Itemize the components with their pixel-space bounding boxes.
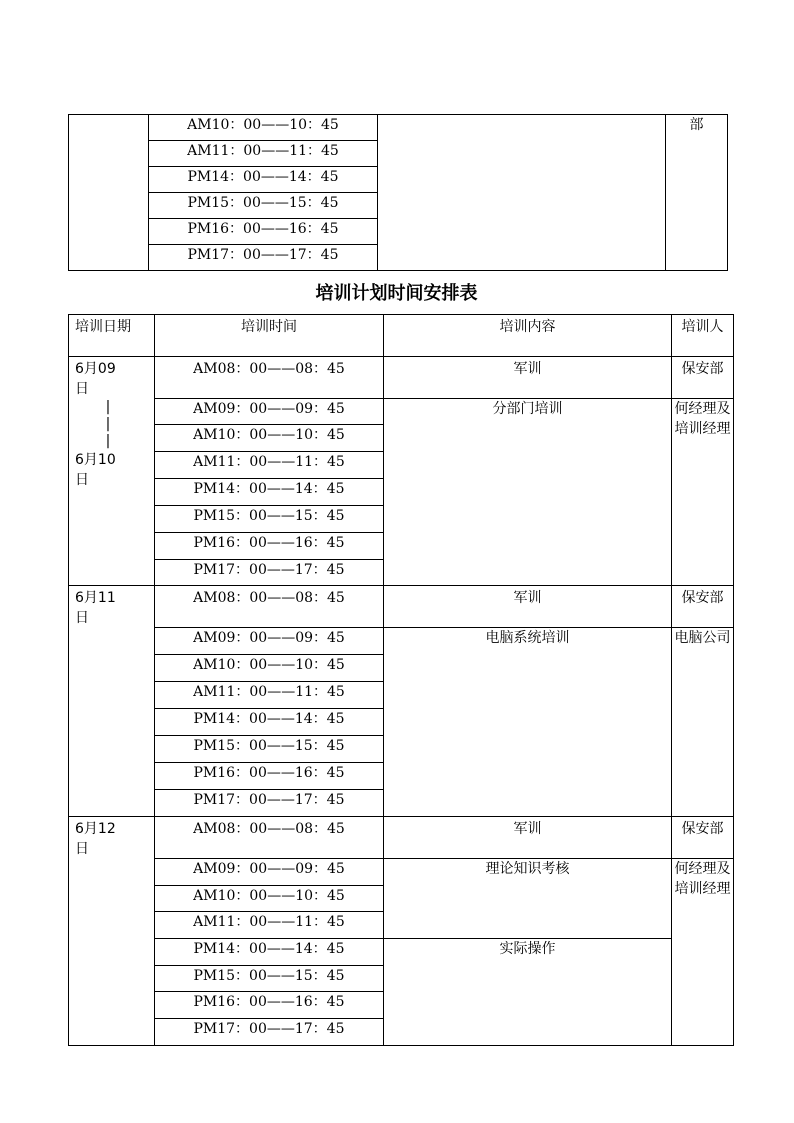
time-cell: PM15：00——15：45 <box>149 193 378 219</box>
time-cell: PM14：00——14：45 <box>149 167 378 193</box>
time-cell: PM17：00——17：45 <box>155 790 384 817</box>
date-start: 6月11日 <box>75 590 116 626</box>
time-cell: PM14：00——14：45 <box>155 479 384 506</box>
table-row <box>69 586 734 628</box>
date-cell <box>69 357 155 586</box>
time-cell: PM16：00——16：45 <box>155 533 384 560</box>
time-cell: PM16：00——16：45 <box>155 763 384 790</box>
time-cell: PM15：00——15：45 <box>155 736 384 763</box>
time-cell: PM16：00——16：45 <box>149 219 378 245</box>
content-cell-empty <box>378 115 666 271</box>
header-person: 培训人 <box>672 315 734 357</box>
time-cell: AM11：00——11：45 <box>155 682 384 709</box>
time-cell: PM17：00——17：45 <box>155 1019 384 1046</box>
person-cell: 何经理及培训经理 <box>672 859 734 1046</box>
date-cell-empty <box>69 115 149 271</box>
time-cell: PM15：00——15：45 <box>155 506 384 533</box>
time-cell: AM09：00——09：45 <box>155 859 384 886</box>
date-start: 6月12日 <box>75 821 116 857</box>
header-row <box>69 315 734 357</box>
header-time: 培训时间 <box>155 315 384 357</box>
time-cell: AM10：00——10：45 <box>155 886 384 912</box>
person-cell: 电脑公司 <box>672 628 734 817</box>
time-cell: PM16：00——16：45 <box>155 992 384 1019</box>
time-cell: AM10：00——10：45 <box>149 115 378 141</box>
time-cell: AM11：00——11：45 <box>155 452 384 479</box>
content-cell: 分部门培训 <box>384 399 672 586</box>
time-cell: AM11：00——11：45 <box>149 141 378 167</box>
time-cell: AM09：00——09：45 <box>155 628 384 655</box>
content-cell: 军训 <box>384 817 672 859</box>
continued-schedule-table <box>68 114 728 271</box>
content-cell: 电脑系统培训 <box>384 628 672 817</box>
content-cell: 军训 <box>384 586 672 628</box>
date-start: 6月09日 <box>75 361 116 397</box>
person-cell: 保安部 <box>672 817 734 859</box>
page-title: 培训计划时间安排表 <box>315 283 478 304</box>
person-cell: 何经理及培训经理 <box>672 399 734 586</box>
table-row <box>69 817 734 859</box>
header-content: 培训内容 <box>384 315 672 357</box>
content-cell: 军训 <box>384 357 672 399</box>
time-cell: AM09：00——09：45 <box>155 399 384 425</box>
time-cell: PM15：00——15：45 <box>155 966 384 992</box>
time-cell: AM10：00——10：45 <box>155 655 384 682</box>
date-range-bar: | <box>105 399 111 415</box>
training-schedule-table <box>68 314 734 1046</box>
content-cell: 理论知识考核 <box>384 859 672 939</box>
person-cell: 保安部 <box>672 586 734 628</box>
date-range-bar: | <box>105 433 111 449</box>
time-cell: PM17：00——17：45 <box>149 245 378 271</box>
date-end: 6月10日 <box>75 452 116 488</box>
time-cell: AM08：00——08：45 <box>155 357 384 399</box>
time-cell: AM08：00——08：45 <box>155 817 384 859</box>
person-cell: 部 <box>666 115 728 271</box>
person-cell: 保安部 <box>672 357 734 399</box>
time-cell: PM14：00——14：45 <box>155 939 384 966</box>
date-cell <box>69 586 155 817</box>
time-cell: PM17：00——17：45 <box>155 560 384 586</box>
time-cell: AM11：00——11：45 <box>155 912 384 939</box>
table-row <box>69 399 734 425</box>
date-range-bar: | <box>105 416 111 432</box>
content-cell: 实际操作 <box>384 939 672 1046</box>
table-row <box>69 628 734 655</box>
header-date: 培训日期 <box>69 315 155 357</box>
date-cell <box>69 817 155 1046</box>
time-cell: AM08：00——08：45 <box>155 586 384 628</box>
table-row <box>69 357 734 399</box>
time-cell: AM10：00——10：45 <box>155 425 384 452</box>
table-row <box>69 859 734 886</box>
time-cell: PM14：00——14：45 <box>155 709 384 736</box>
table-row <box>69 939 734 966</box>
